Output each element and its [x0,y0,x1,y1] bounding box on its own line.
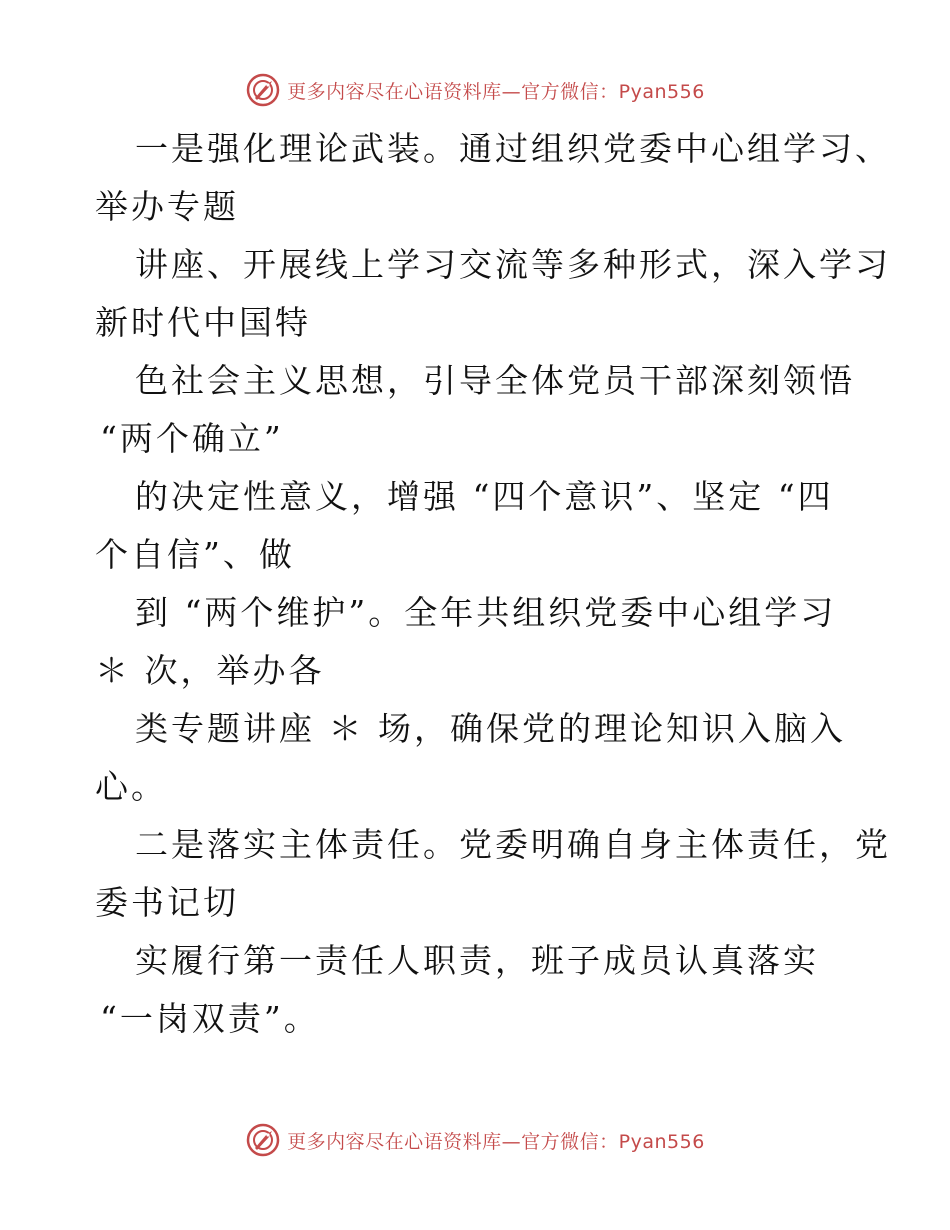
header-watermark [0,70,950,110]
pen-nib-logo-icon [245,1122,281,1158]
text-line: 的决定性意义，增强 “四个意识”、坚定 “四 [135,477,834,516]
footer-watermark [0,1120,950,1160]
text-line: 举办专题 [95,187,239,226]
text-line: 色社会主义思想，引导全体党员干部深刻领悟 [135,361,855,400]
text-line: 一是强化理论武装。通过组织党委中心组学习、 [135,129,891,168]
text-line: 委书记切 [95,883,239,922]
text-line: 到 “两个维护”。全年共组织党委中心组学习 [135,593,837,632]
text-line: 新时代中国特 [95,303,311,342]
text-line: 二是落实主体责任。党委明确自身主体责任，党 [135,825,891,864]
text-line: 实履行第一责任人职责，班子成员认真落实 [135,941,819,980]
text-line: 讲座、开展线上学习交流等多种形式，深入学习 [135,245,891,284]
text-line: 类专题讲座 ＊ 场，确保党的理论知识入脑入 [135,709,846,748]
text-line: ＊ 次，举办各 [95,651,325,690]
text-line: 个自信”、做 [95,535,295,574]
watermark-text: 更多内容尽在心语资料库—官方微信：Pyan556 [287,1130,705,1153]
pen-nib-logo-icon [245,72,281,108]
watermark-text: 更多内容尽在心语资料库—官方微信：Pyan556 [287,80,705,103]
text-line: “两个确立” [100,419,284,458]
text-line: “一岗双责”。 [100,999,320,1038]
text-line: 心。 [95,767,167,806]
